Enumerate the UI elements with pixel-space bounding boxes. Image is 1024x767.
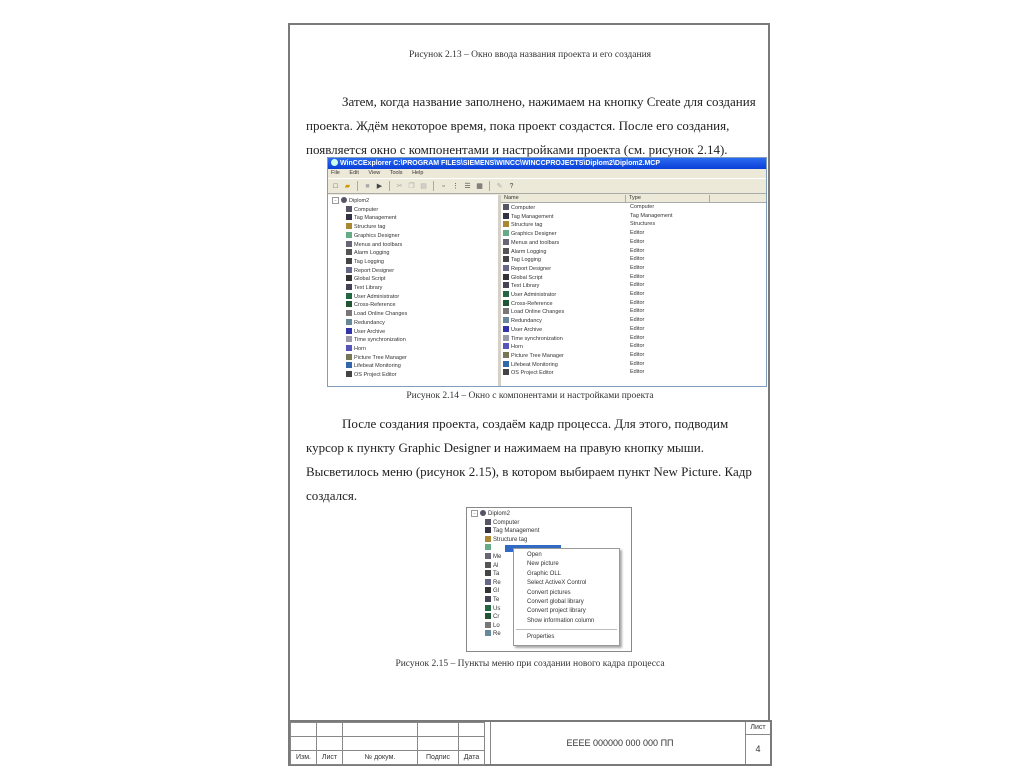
- tree-item[interactable]: Tag Management: [471, 527, 631, 536]
- component-icon: [346, 336, 352, 342]
- component-icon: [346, 301, 352, 307]
- list-row[interactable]: Tag Logging Editor: [501, 256, 766, 265]
- tree-item[interactable]: Cr: [471, 613, 631, 622]
- tree-item[interactable]: Re: [471, 630, 631, 639]
- app-icon: [331, 159, 338, 166]
- project-tree: [328, 195, 501, 386]
- component-icon: [346, 206, 352, 212]
- tree-item[interactable]: Redundancy: [332, 319, 498, 328]
- tree-item[interactable]: Te: [471, 596, 631, 605]
- header-izm: Изм.: [291, 751, 317, 765]
- open-icon[interactable]: ▰: [344, 182, 351, 190]
- component-icon: [503, 230, 509, 236]
- component-icon: [346, 241, 352, 247]
- tree-item[interactable]: Us: [471, 605, 631, 614]
- column-type[interactable]: Type: [626, 195, 710, 202]
- tree-item[interactable]: Structure tag: [471, 536, 631, 545]
- list-row[interactable]: Text Library Editor: [501, 282, 766, 291]
- tree-root[interactable]: − Diplom2: [332, 197, 498, 206]
- tree-item[interactable]: Al: [471, 562, 631, 571]
- header-date: Дата: [459, 751, 485, 765]
- component-icon: [503, 221, 509, 227]
- list-row[interactable]: Computer Computer: [501, 204, 766, 213]
- copy-icon[interactable]: ❐: [408, 182, 415, 190]
- stop-icon[interactable]: ■: [365, 182, 370, 190]
- component-icon: [346, 310, 352, 316]
- context-menu-item[interactable]: Convert project library: [527, 608, 586, 615]
- para2-line4: создался.: [306, 488, 358, 503]
- para2-line2: курсор к пункту Graphic Designer и нажимаем на правую кнопку мыши.: [306, 440, 705, 455]
- context-menu-item[interactable]: Open: [527, 552, 542, 558]
- component-icon: [346, 232, 352, 238]
- caption-figure-2-14: Рисунок 2.14 – Окно с компонентами и настройками проекта: [406, 391, 654, 401]
- separator: [433, 181, 434, 191]
- component-icon: [503, 335, 509, 341]
- component-icon: [346, 223, 352, 229]
- tree-item[interactable]: Time synchronization: [332, 336, 498, 345]
- caption-figure-2-15: Рисунок 2.15 – Пункты меню при создании нового кадра процесса: [395, 659, 665, 669]
- title-block: [288, 720, 772, 766]
- para1-line2: проекта. Ждём некоторое время, пока проект создастся. После его создания,: [306, 118, 730, 133]
- component-icon: [503, 265, 509, 271]
- window-titlebar: [328, 158, 766, 169]
- component-icon: [485, 553, 491, 559]
- component-icon: [503, 361, 509, 367]
- tree-item[interactable]: Graphics Designer: [332, 232, 498, 241]
- list-row[interactable]: Redundancy Editor: [501, 317, 766, 326]
- component-icon: [346, 319, 352, 325]
- component-icon: [503, 369, 509, 375]
- component-icon: [503, 352, 509, 358]
- menu-view[interactable]: View: [368, 170, 381, 176]
- tree-item[interactable]: User Administrator: [332, 293, 498, 302]
- paste-icon[interactable]: ▤: [420, 182, 427, 190]
- list-row[interactable]: OS Project Editor Editor: [501, 369, 766, 378]
- tree-item[interactable]: Lifebeat Monitoring: [332, 362, 498, 371]
- tree-item[interactable]: Lo: [471, 622, 631, 631]
- component-icon: [346, 354, 352, 360]
- component-icon: [485, 519, 491, 525]
- list-row[interactable]: Time synchronization Editor: [501, 335, 766, 344]
- component-icon: [485, 630, 491, 636]
- list-row[interactable]: Graphics Designer Editor: [501, 230, 766, 239]
- component-icon: [485, 587, 491, 593]
- component-icon: [346, 258, 352, 264]
- tree-item[interactable]: OS Project Editor: [332, 371, 498, 380]
- sheet-box: [745, 722, 770, 764]
- cut-icon[interactable]: ✂: [396, 182, 403, 190]
- collapse-icon[interactable]: −: [471, 510, 478, 517]
- para2-line1: После создания проекта, создаём кадр процесса. Для этого, подводим: [342, 416, 729, 431]
- component-icon: [503, 326, 509, 332]
- tree-item[interactable]: Computer: [332, 206, 498, 215]
- component-icon: [346, 345, 352, 351]
- tree-item[interactable]: Me: [471, 553, 631, 562]
- tree-item[interactable]: Re: [471, 579, 631, 588]
- component-icon: [503, 256, 509, 262]
- component-icon: [503, 204, 509, 210]
- sheet-number: 4: [755, 744, 761, 754]
- component-icon: [485, 613, 491, 619]
- component-icon: [485, 622, 491, 628]
- para2-line3: Высветилось меню (рисунок 2.15), в котором выбираем пункт New Picture. Кадр: [306, 464, 752, 479]
- tree-item[interactable]: Horn: [332, 345, 498, 354]
- list-row[interactable]: Global Script Editor: [501, 274, 766, 283]
- collapse-icon[interactable]: −: [332, 197, 339, 204]
- run-icon[interactable]: ▶: [376, 182, 383, 190]
- tree-item[interactable]: Computer: [471, 519, 631, 528]
- tree-item[interactable]: Gl: [471, 587, 631, 596]
- project-icon: [480, 510, 486, 516]
- context-menu-item[interactable]: Select ActiveX Control: [527, 580, 587, 587]
- list-row[interactable]: Alarm Logging Editor: [501, 248, 766, 257]
- menubar: [328, 169, 766, 179]
- tree-root[interactable]: − Diplom2: [471, 510, 631, 519]
- tree-item[interactable]: Text Library: [332, 284, 498, 293]
- tree-item[interactable]: Global Script: [332, 275, 498, 284]
- component-icon: [485, 544, 491, 550]
- header-signature: Подпис: [418, 751, 459, 765]
- context-menu-item[interactable]: Convert global library: [527, 599, 584, 606]
- list-row[interactable]: User Archive Editor: [501, 326, 766, 335]
- tree-item[interactable]: Report Designer: [332, 267, 498, 276]
- component-icon: [503, 291, 509, 297]
- component-icon: [485, 570, 491, 576]
- project-icon: [341, 197, 347, 203]
- para1-line3: появляется окно с компонентами и настройками проекта (см. рисунок 2.14).: [306, 142, 728, 157]
- context-menu: [513, 548, 620, 646]
- component-icon: [503, 239, 509, 245]
- header-doc-number: № докум.: [343, 751, 418, 765]
- tree-item[interactable]: Cross-Reference: [332, 301, 498, 310]
- context-menu-item[interactable]: Show information column: [527, 617, 595, 624]
- list-row[interactable]: User Administrator Editor: [501, 291, 766, 300]
- separator: [389, 181, 390, 191]
- list-row[interactable]: Tag Management Tag Management: [501, 213, 766, 222]
- header-list: Лист: [317, 751, 343, 765]
- toolbar: [328, 179, 766, 194]
- tree-item[interactable]: Structure tag: [332, 223, 498, 232]
- menu-edit[interactable]: Edit: [349, 170, 359, 176]
- menu-file[interactable]: File: [331, 170, 340, 176]
- component-icon: [503, 282, 509, 288]
- menu-help[interactable]: Help: [412, 170, 424, 176]
- component-icon: [485, 562, 491, 568]
- list-row[interactable]: Load Online Changes Editor: [501, 308, 766, 317]
- context-menu-item[interactable]: New picture: [527, 561, 559, 568]
- component-icon: [503, 274, 509, 280]
- context-menu-item[interactable]: Convert pictures: [527, 589, 571, 596]
- component-icon: [346, 249, 352, 255]
- separator: [489, 181, 490, 191]
- list-row[interactable]: Horn Editor: [501, 343, 766, 352]
- component-icon: [346, 371, 352, 377]
- separator: [357, 181, 358, 191]
- menu-separator: [516, 629, 617, 630]
- component-icon: [346, 328, 352, 334]
- component-icon: [485, 579, 491, 585]
- small-icons-icon[interactable]: ⋮: [452, 182, 459, 190]
- list-row[interactable]: Lifebeat Monitoring Editor: [501, 361, 766, 370]
- column-headers: [501, 195, 766, 203]
- large-icons-icon[interactable]: ▫: [442, 182, 445, 190]
- tree-item[interactable]: Picture Tree Manager: [332, 354, 498, 363]
- tree-item[interactable]: Load Online Changes: [332, 310, 498, 319]
- details-icon[interactable]: ▦: [476, 182, 483, 190]
- component-icon: [346, 284, 352, 290]
- context-menu-item[interactable]: Graphic OLL: [527, 570, 562, 577]
- explorer-panes: [328, 195, 766, 386]
- sheet-label: Лист: [746, 722, 770, 735]
- component-icon: [485, 527, 491, 533]
- component-icon: [346, 293, 352, 299]
- new-icon[interactable]: □: [333, 182, 338, 190]
- tree-item[interactable]: Tag Logging: [332, 258, 498, 267]
- para1-line1: Затем, когда название заполнено, нажимаем на кнопку Create для создания: [342, 94, 756, 109]
- component-icon: [485, 536, 491, 542]
- tree-item[interactable]: Alarm Logging: [332, 249, 498, 258]
- details-pane: [501, 195, 766, 386]
- component-icon: [485, 596, 491, 602]
- component-icon: [346, 214, 352, 220]
- component-icon: [503, 317, 509, 323]
- component-icon: [503, 213, 509, 219]
- caption-figure-2-13: Рисунок 2.13 – Окно ввода названия проекта и его создания: [408, 50, 652, 60]
- menu-tools[interactable]: Tools: [389, 170, 403, 176]
- list-row[interactable]: Menus and toolbars Editor: [501, 239, 766, 248]
- tree-item[interactable]: Tag Management: [332, 214, 498, 223]
- component-icon: [503, 343, 509, 349]
- component-icon: [503, 300, 509, 306]
- help-icon[interactable]: ?: [509, 182, 514, 190]
- revision-table: [290, 722, 485, 765]
- tree-item[interactable]: Menus and toolbars: [332, 241, 498, 250]
- document-code: ЕЕЕЕ 000000 000 000 ПП: [490, 722, 749, 764]
- properties-icon[interactable]: ✎: [496, 182, 503, 190]
- component-icon: [346, 275, 352, 281]
- list-row[interactable]: Picture Tree Manager Editor: [501, 352, 766, 361]
- component-icon: [503, 248, 509, 254]
- tree-item[interactable]: Ta: [471, 570, 631, 579]
- component-icon: [485, 605, 491, 611]
- menu-item-properties[interactable]: Properties: [527, 634, 555, 641]
- column-name[interactable]: Name: [501, 195, 626, 202]
- list-icon[interactable]: ☰: [464, 182, 471, 190]
- paragraph-2: [306, 412, 758, 508]
- list-row[interactable]: Report Designer Editor: [501, 265, 766, 274]
- component-icon: [503, 308, 509, 314]
- tree-item[interactable]: User Archive: [332, 328, 498, 337]
- list-row[interactable]: Cross-Reference Editor: [501, 300, 766, 309]
- component-icon: [346, 267, 352, 273]
- window-title: WinCCExplorer C:\PROGRAM FILES\SIEMENS\WINCC\WINCCPROJECTS\Diplom2\Diplom2.MCP: [340, 160, 661, 167]
- paragraph-1: [306, 90, 758, 162]
- wincc-explorer-screenshot: [327, 157, 767, 387]
- list-row[interactable]: Structure tag Structures: [501, 221, 766, 230]
- component-icon: [346, 362, 352, 368]
